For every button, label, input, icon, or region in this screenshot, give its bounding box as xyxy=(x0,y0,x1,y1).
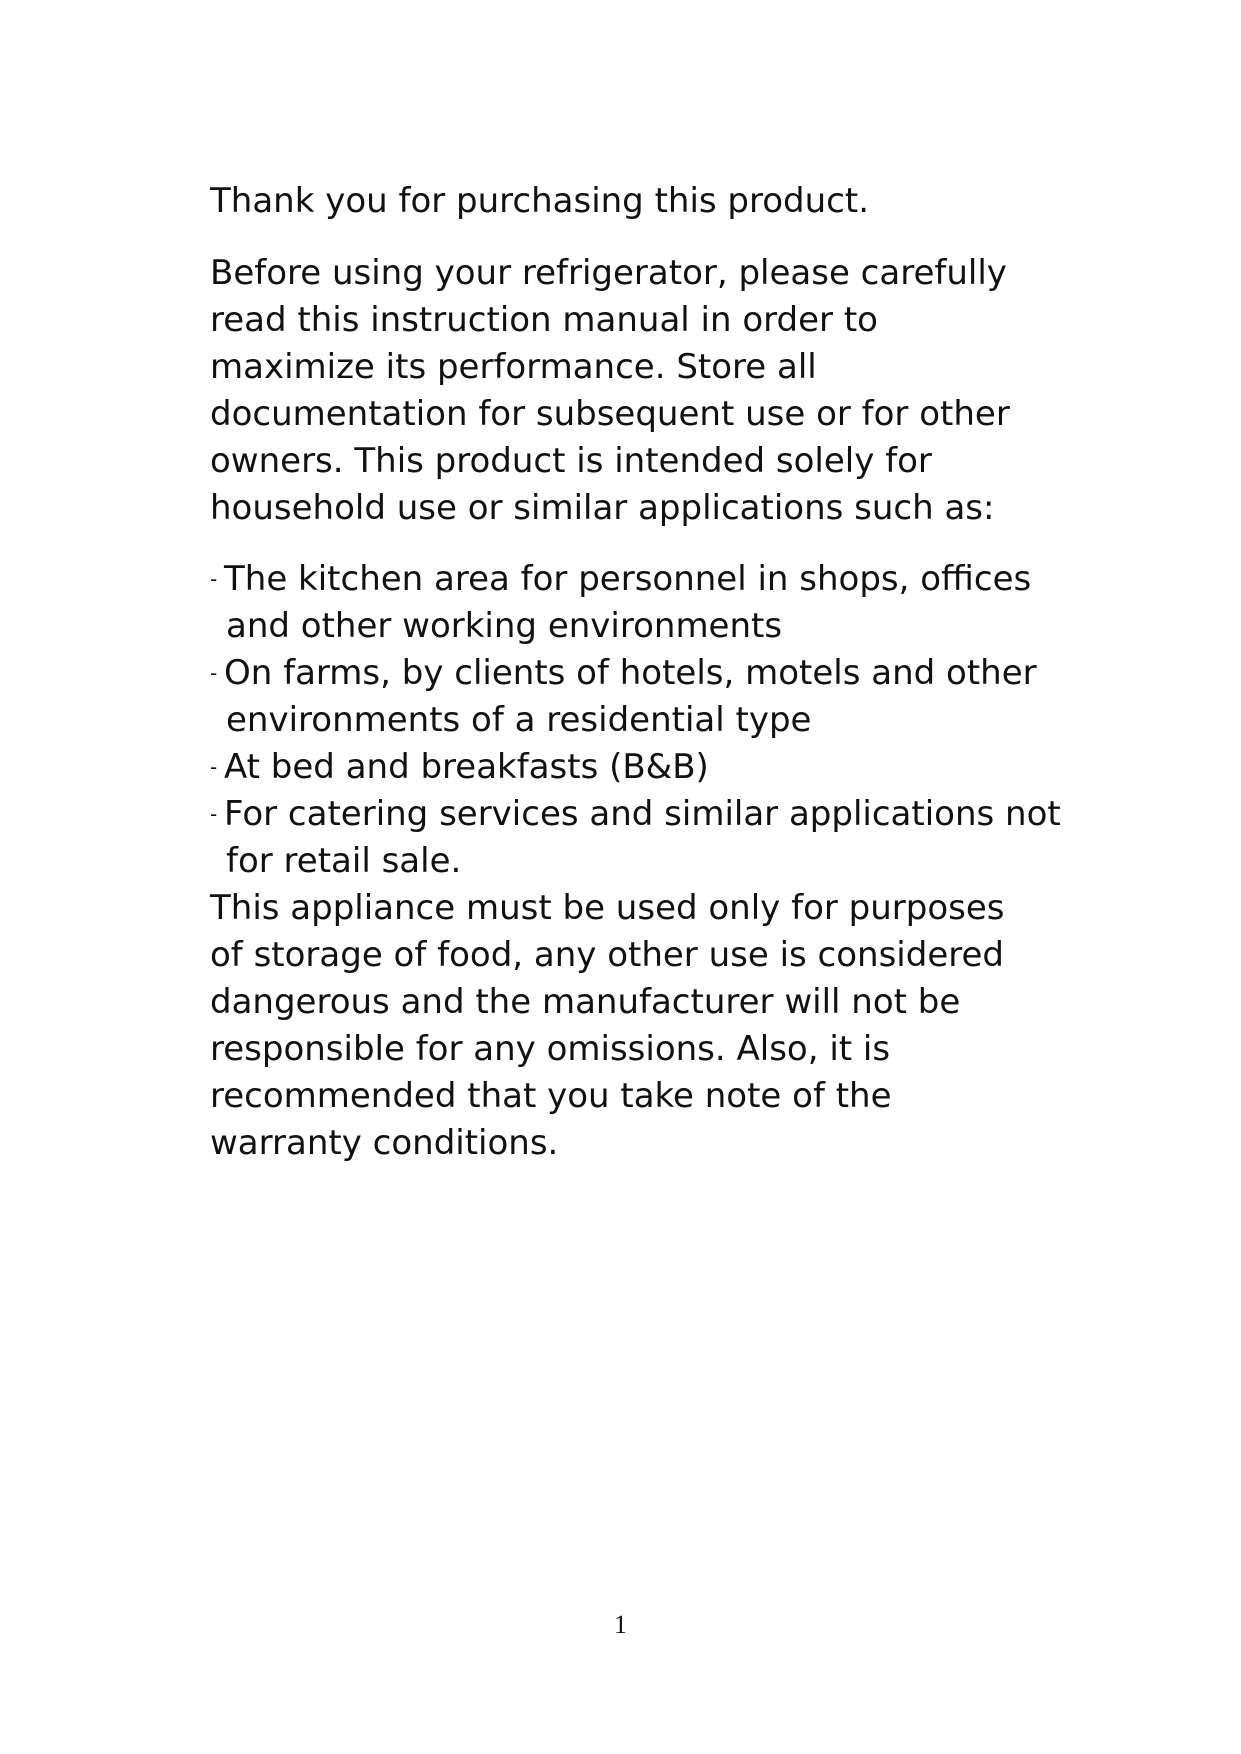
list-item xyxy=(210,650,1090,744)
intro-line: household use or similar applications such as: xyxy=(210,488,995,528)
list-item xyxy=(210,744,1090,791)
page-content xyxy=(210,178,1090,1167)
list-item xyxy=(210,791,1090,885)
list-item-text xyxy=(224,791,1061,885)
closing-line: dangerous and the manufacturer will not be xyxy=(210,982,961,1022)
thank-you-text: Thank you for purchasing this product. xyxy=(210,181,869,221)
list-item-text xyxy=(224,556,1031,650)
usage-list xyxy=(210,556,1090,885)
list-item-line: and other working environments xyxy=(226,606,783,646)
closing-line: recommended that you take note of the xyxy=(210,1076,892,1116)
intro-line: documentation for subsequent use or for other xyxy=(210,394,1010,434)
closing-line: of storage of food, any other use is considered xyxy=(210,935,1004,975)
bullet-marker: - xyxy=(210,661,218,685)
bullet-marker: - xyxy=(210,802,218,826)
list-item-line: The kitchen area for personnel in shops, offices xyxy=(224,559,1032,599)
closing-paragraph xyxy=(210,885,1090,1167)
closing-line: This appliance must be used only for purposes xyxy=(210,888,1005,928)
closing-line: responsible for any omissions. Also, it is xyxy=(210,1029,891,1069)
intro-line: maximize its performance. Store all xyxy=(210,347,817,387)
list-item-text xyxy=(224,744,709,791)
list-item-line: At bed and breakfasts (B&B) xyxy=(224,747,709,787)
intro-line: read this instruction manual in order to xyxy=(210,300,878,340)
page-number: 1 xyxy=(614,1610,627,1639)
list-item-line: For catering services and similar applications not xyxy=(224,794,1061,834)
intro-line: Before using your refrigerator, please carefully xyxy=(210,253,1007,293)
bullet-marker: - xyxy=(210,755,218,779)
intro-paragraph xyxy=(210,250,1090,532)
list-item-text xyxy=(224,650,1037,744)
list-item-line: for retail sale. xyxy=(226,841,462,881)
intro-line: owners. This product is intended solely for xyxy=(210,441,932,481)
list-item xyxy=(210,556,1090,650)
list-item-line: environments of a residential type xyxy=(226,700,812,740)
bullet-marker: - xyxy=(210,567,218,591)
closing-line: warranty conditions. xyxy=(210,1123,559,1163)
list-item-line: On farms, by clients of hotels, motels and other xyxy=(224,653,1037,693)
